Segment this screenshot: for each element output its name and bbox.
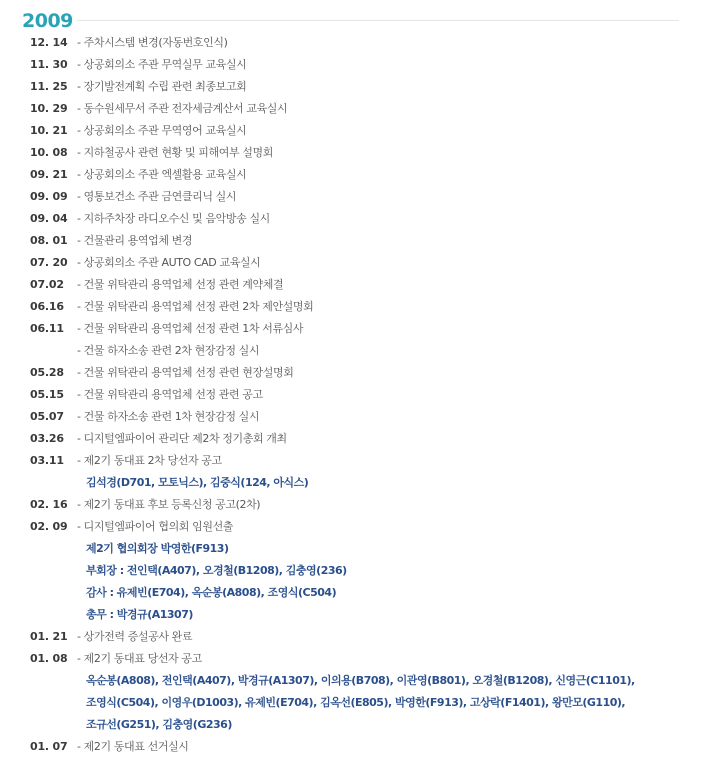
- entry-date: 01. 08: [30, 652, 68, 665]
- entry-text: - 지하주차장 라디오수신 및 음악방송 실시: [77, 212, 270, 225]
- entry-text: - 상공회의소 주관 무역영어 교육실시: [77, 124, 247, 137]
- history-entry: [0, 296, 701, 318]
- entry-date: 07.02: [30, 278, 64, 291]
- entry-text: - 제2기 동대표 선거실시: [77, 740, 189, 753]
- entry-date: 11. 25: [30, 80, 68, 93]
- history-entry: [0, 120, 701, 142]
- history-entry: [0, 560, 701, 582]
- entry-text: - 지하철공사 관련 현황 및 피해여부 설명회: [77, 146, 273, 159]
- entry-text: - 장기발전계획 수립 관련 최종보고회: [77, 80, 247, 93]
- entry-text: - 건물 위탁관리 용역업체 선정 관련 계약체결: [77, 278, 284, 291]
- history-entry: [0, 32, 701, 54]
- entry-detail: 제2기 협의회장 박영한(F913): [86, 542, 229, 555]
- entry-date: 01. 21: [30, 630, 68, 643]
- history-entry: [0, 714, 701, 736]
- entry-date: 07. 20: [30, 256, 68, 269]
- entry-date: 06.16: [30, 300, 64, 313]
- year-title: 2009: [22, 10, 73, 32]
- entry-text: - 건물관리 용역업체 변경: [77, 234, 193, 247]
- entry-text: - 동수원세무서 주관 전자세금계산서 교육실시: [77, 102, 288, 115]
- history-entry: [0, 230, 701, 252]
- entry-date: 05.28: [30, 366, 64, 379]
- entry-detail: 조영식(C504), 이영우(D1003), 유제빈(E704), 김옥선(E805), 박영한(F913), 고상락(F1401), 왕만모(G110),: [86, 696, 626, 709]
- entry-text: - 건물 하자소송 관련 1차 현장감정 실시: [77, 410, 260, 423]
- entry-text: - 제2기 동대표 후보 등록신청 공고(2차): [77, 498, 261, 511]
- entry-date: 02. 09: [30, 520, 68, 533]
- entry-detail: 총무 : 박경규(A1307): [86, 608, 193, 621]
- entry-text: - 상공회의소 주관 무역실무 교육실시: [77, 58, 247, 71]
- history-entry: [0, 692, 701, 714]
- entry-date: 05.07: [30, 410, 64, 423]
- entry-date: 03.26: [30, 432, 64, 445]
- entry-date: 12. 14: [30, 36, 68, 49]
- history-entry: [0, 472, 701, 494]
- history-entry: [0, 54, 701, 76]
- entry-text: - 제2기 동대표 2차 당선자 공고: [77, 454, 222, 467]
- history-entry: [0, 538, 701, 560]
- year-header: [22, 9, 682, 33]
- entry-detail: 부회장 : 전인택(A407), 오경철(B1208), 김충영(236): [86, 564, 347, 577]
- entry-text: - 상공회의소 주관 엑셀활용 교육실시: [77, 168, 247, 181]
- entry-detail: 김석경(D701, 모토닉스), 김중식(124, 아식스): [86, 476, 309, 489]
- entry-detail: 옥순봉(A808), 전인택(A407), 박경규(A1307), 이의용(B708), 이관영(B801), 오경철(B1208), 신영근(C1101),: [86, 674, 635, 687]
- entry-date: 02. 16: [30, 498, 68, 511]
- entry-date: 09. 21: [30, 168, 68, 181]
- history-entry: [0, 208, 701, 230]
- entry-date: 09. 04: [30, 212, 68, 225]
- entry-date: 11. 30: [30, 58, 68, 71]
- history-entry: [0, 384, 701, 406]
- history-entry: [0, 318, 701, 340]
- entry-text: - 상가전력 증설공사 완료: [77, 630, 193, 643]
- history-entry: [0, 164, 701, 186]
- history-entry: [0, 142, 701, 164]
- entry-text: - 영통보건소 주관 금연클리닉 실시: [77, 190, 237, 203]
- entry-text: - 주차시스템 변경(자동번호인식): [77, 36, 228, 49]
- entry-date: 10. 21: [30, 124, 68, 137]
- history-entry: [0, 252, 701, 274]
- history-entry: [0, 186, 701, 208]
- header-divider: [77, 20, 679, 21]
- entry-text: - 제2기 동대표 당선자 공고: [77, 652, 202, 665]
- history-entry: [0, 582, 701, 604]
- history-entry: [0, 98, 701, 120]
- entry-date: 09. 09: [30, 190, 68, 203]
- history-entry: [0, 604, 701, 626]
- history-entry: [0, 274, 701, 296]
- history-entry: [0, 406, 701, 428]
- entry-text: - 디지털엠파이어 관리단 제2차 정기총회 개최: [77, 432, 287, 445]
- entry-date: 06.11: [30, 322, 64, 335]
- history-entry: [0, 494, 701, 516]
- entry-text: - 건물 위탁관리 용역업체 선정 관련 공고: [77, 388, 263, 401]
- entry-date: 03.11: [30, 454, 64, 467]
- entry-detail: 조규선(G251), 김충영(G236): [86, 718, 232, 731]
- history-entry: [0, 76, 701, 98]
- entry-date: 10. 08: [30, 146, 68, 159]
- entry-text: - 건물 위탁관리 용역업체 선정 관련 2차 제안설명회: [77, 300, 314, 313]
- history-entry: [0, 648, 701, 670]
- history-list: [0, 32, 701, 758]
- entry-text: - 건물 위탁관리 용역업체 선정 관련 현장설명회: [77, 366, 294, 379]
- history-entry: [0, 736, 701, 758]
- history-entry: [0, 362, 701, 384]
- history-entry: [0, 340, 701, 362]
- entry-date: 05.15: [30, 388, 64, 401]
- history-entry: [0, 450, 701, 472]
- entry-text: - 건물 하자소송 관련 2차 현장감정 실시: [77, 344, 260, 357]
- entry-date: 01. 07: [30, 740, 68, 753]
- entry-date: 10. 29: [30, 102, 68, 115]
- history-entry: [0, 516, 701, 538]
- history-entry: [0, 670, 701, 692]
- entry-detail: 감사 : 유제빈(E704), 옥순봉(A808), 조영식(C504): [86, 586, 337, 599]
- entry-date: 08. 01: [30, 234, 68, 247]
- entry-text: - 디지털엠파이어 협의회 임원선출: [77, 520, 234, 533]
- entry-text: - 상공회의소 주관 AUTO CAD 교육실시: [77, 256, 261, 269]
- history-entry: [0, 626, 701, 648]
- entry-text: - 건물 위탁관리 용역업체 선정 관련 1차 서류심사: [77, 322, 304, 335]
- history-entry: [0, 428, 701, 450]
